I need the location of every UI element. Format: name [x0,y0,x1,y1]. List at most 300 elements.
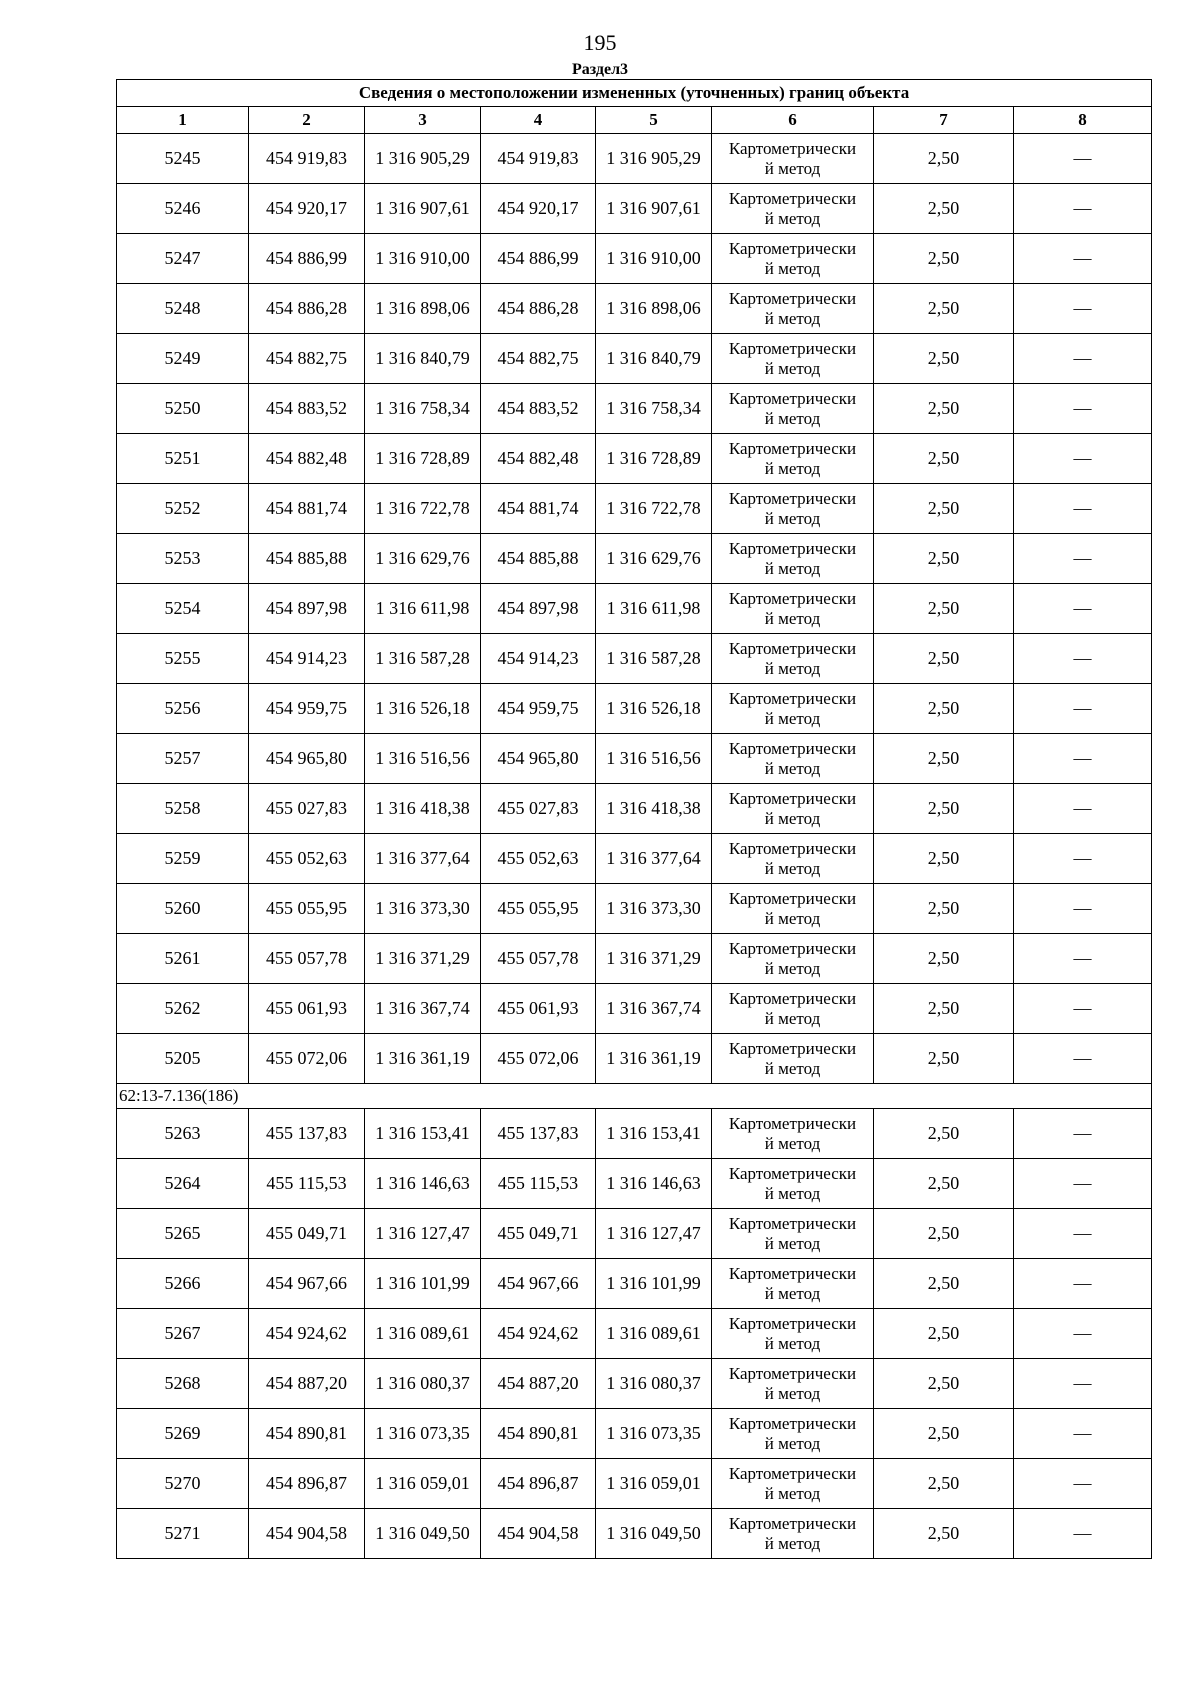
y-old-cell: 1 316 153,41 [365,1109,481,1159]
y-old-cell: 1 316 089,61 [365,1309,481,1359]
method-cell [712,334,874,384]
method-line-2: й метод [764,158,821,178]
group-section [117,1084,1152,1109]
x-old-cell: 455 061,93 [249,984,365,1034]
x-old-cell: 454 887,20 [249,1359,365,1409]
y-new-cell: 1 316 840,79 [596,334,712,384]
dash-cell: — [1014,234,1152,284]
y-new-cell: 1 316 367,74 [596,984,712,1034]
accuracy-cell: 2,50 [874,984,1014,1034]
accuracy-cell: 2,50 [874,1259,1014,1309]
method-line-1: Картометрически [728,788,857,808]
method-line-1: Картометрически [728,588,857,608]
accuracy-cell: 2,50 [874,384,1014,434]
dash-cell: — [1014,1509,1152,1559]
x-new-cell: 455 061,93 [481,984,596,1034]
accuracy-cell: 2,50 [874,484,1014,534]
x-old-cell: 455 055,95 [249,884,365,934]
y-new-cell: 1 316 373,30 [596,884,712,934]
method-line-1: Картометрически [728,1263,857,1283]
column-header-row [117,107,1152,134]
x-old-cell: 454 882,48 [249,434,365,484]
dash-cell: — [1014,584,1152,634]
x-new-cell: 454 959,75 [481,684,596,734]
point-number-cell: 5263 [117,1109,249,1159]
method-line-1: Картометрически [728,638,857,658]
y-new-cell: 1 316 361,19 [596,1034,712,1084]
dash-cell: — [1014,834,1152,884]
dash-cell: — [1014,1359,1152,1409]
y-old-cell: 1 316 371,29 [365,934,481,984]
point-number-cell: 5250 [117,384,249,434]
accuracy-cell: 2,50 [874,884,1014,934]
table-row [117,634,1152,684]
table-row [117,1109,1152,1159]
x-new-cell: 454 882,75 [481,334,596,384]
accuracy-cell: 2,50 [874,184,1014,234]
method-cell [712,1359,874,1409]
point-number-cell: 5269 [117,1409,249,1459]
method-cell [712,784,874,834]
x-new-cell: 454 914,23 [481,634,596,684]
dash-cell: — [1014,484,1152,534]
method-cell [712,1209,874,1259]
accuracy-cell: 2,50 [874,734,1014,784]
x-old-cell: 454 882,75 [249,334,365,384]
x-new-cell: 455 057,78 [481,934,596,984]
y-old-cell: 1 316 905,29 [365,134,481,184]
method-line-1: Картометрически [728,388,857,408]
method-line-1: Картометрически [728,938,857,958]
y-old-cell: 1 316 080,37 [365,1359,481,1409]
method-line-1: Картометрически [728,238,857,258]
dash-cell: — [1014,1309,1152,1359]
dash-cell: — [1014,1209,1152,1259]
method-cell [712,934,874,984]
x-old-cell: 454 965,80 [249,734,365,784]
y-new-cell: 1 316 728,89 [596,434,712,484]
page-number: 195 [583,30,617,55]
method-line-2: й метод [764,608,821,628]
dash-cell: — [1014,1034,1152,1084]
method-line-1: Картометрически [728,738,857,758]
y-old-cell: 1 316 629,76 [365,534,481,584]
y-old-cell: 1 316 127,47 [365,1209,481,1259]
x-old-cell: 454 920,17 [249,184,365,234]
method-line-1: Картометрически [728,838,857,858]
table-body-before-group [117,134,1152,1084]
y-old-cell: 1 316 146,63 [365,1159,481,1209]
accuracy-cell: 2,50 [874,1209,1014,1259]
method-line-1: Картометрически [728,888,857,908]
x-old-cell: 454 886,99 [249,234,365,284]
x-new-cell: 455 055,95 [481,884,596,934]
point-number-cell: 5268 [117,1359,249,1409]
y-new-cell: 1 316 905,29 [596,134,712,184]
accuracy-cell: 2,50 [874,1159,1014,1209]
accuracy-cell: 2,50 [874,784,1014,834]
dash-cell: — [1014,334,1152,384]
y-new-cell: 1 316 377,64 [596,834,712,884]
section-title: Раздел3 [571,61,629,78]
method-line-2: й метод [764,358,821,378]
y-new-cell: 1 316 089,61 [596,1309,712,1359]
table-row [117,1509,1152,1559]
x-new-cell: 455 072,06 [481,1034,596,1084]
table-row [117,884,1152,934]
point-number-cell: 5251 [117,434,249,484]
x-old-cell: 454 924,62 [249,1309,365,1359]
y-new-cell: 1 316 722,78 [596,484,712,534]
method-cell [712,1259,874,1309]
y-old-cell: 1 316 101,99 [365,1259,481,1309]
y-old-cell: 1 316 722,78 [365,484,481,534]
point-number-cell: 5256 [117,684,249,734]
point-number-cell: 5247 [117,234,249,284]
point-number-cell: 5205 [117,1034,249,1084]
y-old-cell: 1 316 373,30 [365,884,481,934]
accuracy-cell: 2,50 [874,1509,1014,1559]
method-line-2: й метод [764,1283,821,1303]
y-old-cell: 1 316 611,98 [365,584,481,634]
point-number-cell: 5266 [117,1259,249,1309]
point-number-cell: 5248 [117,284,249,334]
y-new-cell: 1 316 898,06 [596,284,712,334]
method-line-2: й метод [764,908,821,928]
x-old-cell: 454 890,81 [249,1409,365,1459]
y-new-cell: 1 316 127,47 [596,1209,712,1259]
method-line-2: й метод [764,408,821,428]
x-new-cell: 454 924,62 [481,1309,596,1359]
y-new-cell: 1 316 153,41 [596,1109,712,1159]
point-number-cell: 5261 [117,934,249,984]
table-row [117,384,1152,434]
accuracy-cell: 2,50 [874,1359,1014,1409]
method-line-1: Картометрически [728,338,857,358]
method-cell [712,234,874,284]
method-line-2: й метод [764,1383,821,1403]
point-number-cell: 5265 [117,1209,249,1259]
method-cell [712,884,874,934]
y-old-cell: 1 316 367,74 [365,984,481,1034]
table-row [117,684,1152,734]
column-header: 3 [365,107,481,134]
y-new-cell: 1 316 073,35 [596,1409,712,1459]
method-cell [712,1459,874,1509]
method-line-2: й метод [764,858,821,878]
method-line-1: Картометрически [728,1163,857,1183]
method-line-2: й метод [764,1008,821,1028]
table-row [117,534,1152,584]
method-cell [712,134,874,184]
x-old-cell: 455 027,83 [249,784,365,834]
method-line-2: й метод [764,1058,821,1078]
method-cell [712,1159,874,1209]
method-cell [712,1509,874,1559]
method-line-2: й метод [764,208,821,228]
y-old-cell: 1 316 049,50 [365,1509,481,1559]
dash-cell: — [1014,134,1152,184]
point-number-cell: 5254 [117,584,249,634]
method-line-2: й метод [764,458,821,478]
column-header: 6 [712,107,874,134]
y-old-cell: 1 316 516,56 [365,734,481,784]
method-line-2: й метод [764,308,821,328]
accuracy-cell: 2,50 [874,434,1014,484]
accuracy-cell: 2,50 [874,1109,1014,1159]
method-cell [712,634,874,684]
method-line-2: й метод [764,658,821,678]
table-title-row [117,80,1152,107]
method-cell [712,1109,874,1159]
method-cell [712,1034,874,1084]
x-old-cell: 455 052,63 [249,834,365,884]
dash-cell: — [1014,634,1152,684]
accuracy-cell: 2,50 [874,584,1014,634]
table-row [117,1409,1152,1459]
method-cell [712,684,874,734]
point-number-cell: 5260 [117,884,249,934]
table-row [117,1034,1152,1084]
x-new-cell: 454 890,81 [481,1409,596,1459]
method-line-2: й метод [764,1133,821,1153]
x-old-cell: 455 115,53 [249,1159,365,1209]
x-new-cell: 454 920,17 [481,184,596,234]
method-line-1: Картометрически [728,1038,857,1058]
point-number-cell: 5262 [117,984,249,1034]
method-line-1: Картометрически [728,1413,857,1433]
table-row [117,784,1152,834]
method-line-1: Картометрически [728,188,857,208]
method-line-1: Картометрически [728,1113,857,1133]
x-old-cell: 454 904,58 [249,1509,365,1559]
dash-cell: — [1014,434,1152,484]
y-old-cell: 1 316 587,28 [365,634,481,684]
coordinates-table [116,79,1152,1559]
method-line-1: Картометрически [728,538,857,558]
table-row [117,934,1152,984]
point-number-cell: 5253 [117,534,249,584]
y-new-cell: 1 316 049,50 [596,1509,712,1559]
y-old-cell: 1 316 418,38 [365,784,481,834]
accuracy-cell: 2,50 [874,284,1014,334]
accuracy-cell: 2,50 [874,1459,1014,1509]
accuracy-cell: 2,50 [874,1309,1014,1359]
dash-cell: — [1014,784,1152,834]
method-line-1: Картометрически [728,988,857,1008]
x-old-cell: 455 137,83 [249,1109,365,1159]
table-row [117,234,1152,284]
x-old-cell: 454 897,98 [249,584,365,634]
dash-cell: — [1014,684,1152,734]
method-cell [712,534,874,584]
x-new-cell: 454 886,28 [481,284,596,334]
x-new-cell: 454 886,99 [481,234,596,284]
y-old-cell: 1 316 728,89 [365,434,481,484]
method-line-2: й метод [764,1533,821,1553]
x-old-cell: 454 896,87 [249,1459,365,1509]
method-cell [712,484,874,534]
table-row [117,1309,1152,1359]
x-new-cell: 454 885,88 [481,534,596,584]
x-new-cell: 454 887,20 [481,1359,596,1409]
table-row [117,1159,1152,1209]
point-number-cell: 5267 [117,1309,249,1359]
dash-cell: — [1014,184,1152,234]
method-line-1: Картометрически [728,438,857,458]
x-new-cell: 454 965,80 [481,734,596,784]
method-cell [712,834,874,884]
accuracy-cell: 2,50 [874,834,1014,884]
table-row [117,434,1152,484]
method-cell [712,984,874,1034]
accuracy-cell: 2,50 [874,634,1014,684]
table-title: Сведения о местоположении измененных (уточненных) границ объекта [117,80,1152,107]
table-row [117,284,1152,334]
table-row [117,484,1152,534]
y-new-cell: 1 316 418,38 [596,784,712,834]
x-new-cell: 454 897,98 [481,584,596,634]
x-new-cell: 455 027,83 [481,784,596,834]
accuracy-cell: 2,50 [874,684,1014,734]
dash-cell: — [1014,734,1152,784]
column-header: 7 [874,107,1014,134]
x-old-cell: 454 959,75 [249,684,365,734]
dash-cell: — [1014,1459,1152,1509]
point-number-cell: 5255 [117,634,249,684]
point-number-cell: 5271 [117,1509,249,1559]
table-row [117,1459,1152,1509]
table-row [117,134,1152,184]
y-new-cell: 1 316 101,99 [596,1259,712,1309]
table-row [117,184,1152,234]
method-line-2: й метод [764,758,821,778]
x-new-cell: 454 904,58 [481,1509,596,1559]
column-header: 2 [249,107,365,134]
accuracy-cell: 2,50 [874,1409,1014,1459]
x-new-cell: 455 052,63 [481,834,596,884]
dash-cell: — [1014,934,1152,984]
x-old-cell: 454 886,28 [249,284,365,334]
method-cell [712,734,874,784]
accuracy-cell: 2,50 [874,534,1014,584]
y-old-cell: 1 316 898,06 [365,284,481,334]
x-new-cell: 454 967,66 [481,1259,596,1309]
point-number-cell: 5258 [117,784,249,834]
y-new-cell: 1 316 629,76 [596,534,712,584]
method-line-1: Картометрически [728,688,857,708]
method-cell [712,1309,874,1359]
x-old-cell: 454 881,74 [249,484,365,534]
method-line-1: Картометрически [728,1313,857,1333]
x-new-cell: 454 919,83 [481,134,596,184]
column-header: 1 [117,107,249,134]
table-row [117,1209,1152,1259]
x-new-cell: 454 883,52 [481,384,596,434]
accuracy-cell: 2,50 [874,134,1014,184]
x-new-cell: 454 896,87 [481,1459,596,1509]
method-line-1: Картометрически [728,1213,857,1233]
table-row [117,1259,1152,1309]
method-line-2: й метод [764,808,821,828]
method-line-2: й метод [764,1433,821,1453]
method-line-2: й метод [764,1483,821,1503]
x-new-cell: 454 881,74 [481,484,596,534]
point-number-cell: 5246 [117,184,249,234]
method-line-1: Картометрически [728,1363,857,1383]
method-line-1: Картометрически [728,488,857,508]
y-old-cell: 1 316 526,18 [365,684,481,734]
y-new-cell: 1 316 059,01 [596,1459,712,1509]
method-line-2: й метод [764,708,821,728]
y-new-cell: 1 316 587,28 [596,634,712,684]
method-line-2: й метод [764,258,821,278]
x-old-cell: 454 967,66 [249,1259,365,1309]
group-label: 62:13-7.136(186) [117,1084,1152,1109]
table-row [117,334,1152,384]
accuracy-cell: 2,50 [874,934,1014,984]
y-new-cell: 1 316 526,18 [596,684,712,734]
point-number-cell: 5245 [117,134,249,184]
y-old-cell: 1 316 059,01 [365,1459,481,1509]
method-line-1: Картометрически [728,1513,857,1533]
point-number-cell: 5259 [117,834,249,884]
dash-cell: — [1014,884,1152,934]
method-cell [712,1409,874,1459]
y-new-cell: 1 316 080,37 [596,1359,712,1409]
method-line-2: й метод [764,1233,821,1253]
table-row [117,1359,1152,1409]
x-old-cell: 454 883,52 [249,384,365,434]
method-cell [712,284,874,334]
accuracy-cell: 2,50 [874,1034,1014,1084]
method-cell [712,384,874,434]
y-old-cell: 1 316 910,00 [365,234,481,284]
x-new-cell: 455 049,71 [481,1209,596,1259]
y-new-cell: 1 316 910,00 [596,234,712,284]
dash-cell: — [1014,1109,1152,1159]
method-cell [712,434,874,484]
y-new-cell: 1 316 516,56 [596,734,712,784]
dash-cell: — [1014,1259,1152,1309]
table-body-after-group [117,1109,1152,1559]
point-number-cell: 5257 [117,734,249,784]
y-new-cell: 1 316 907,61 [596,184,712,234]
dash-cell: — [1014,1409,1152,1459]
method-line-2: й метод [764,958,821,978]
y-new-cell: 1 316 758,34 [596,384,712,434]
y-old-cell: 1 316 840,79 [365,334,481,384]
method-cell [712,584,874,634]
point-number-cell: 5249 [117,334,249,384]
table-row [117,834,1152,884]
method-line-2: й метод [764,508,821,528]
x-old-cell: 454 914,23 [249,634,365,684]
point-number-cell: 5264 [117,1159,249,1209]
y-new-cell: 1 316 371,29 [596,934,712,984]
y-old-cell: 1 316 377,64 [365,834,481,884]
y-old-cell: 1 316 758,34 [365,384,481,434]
y-new-cell: 1 316 146,63 [596,1159,712,1209]
method-line-1: Картометрически [728,138,857,158]
table-row [117,984,1152,1034]
accuracy-cell: 2,50 [874,234,1014,284]
dash-cell: — [1014,284,1152,334]
point-number-cell: 5252 [117,484,249,534]
dash-cell: — [1014,534,1152,584]
column-header: 8 [1014,107,1152,134]
method-line-2: й метод [764,1183,821,1203]
